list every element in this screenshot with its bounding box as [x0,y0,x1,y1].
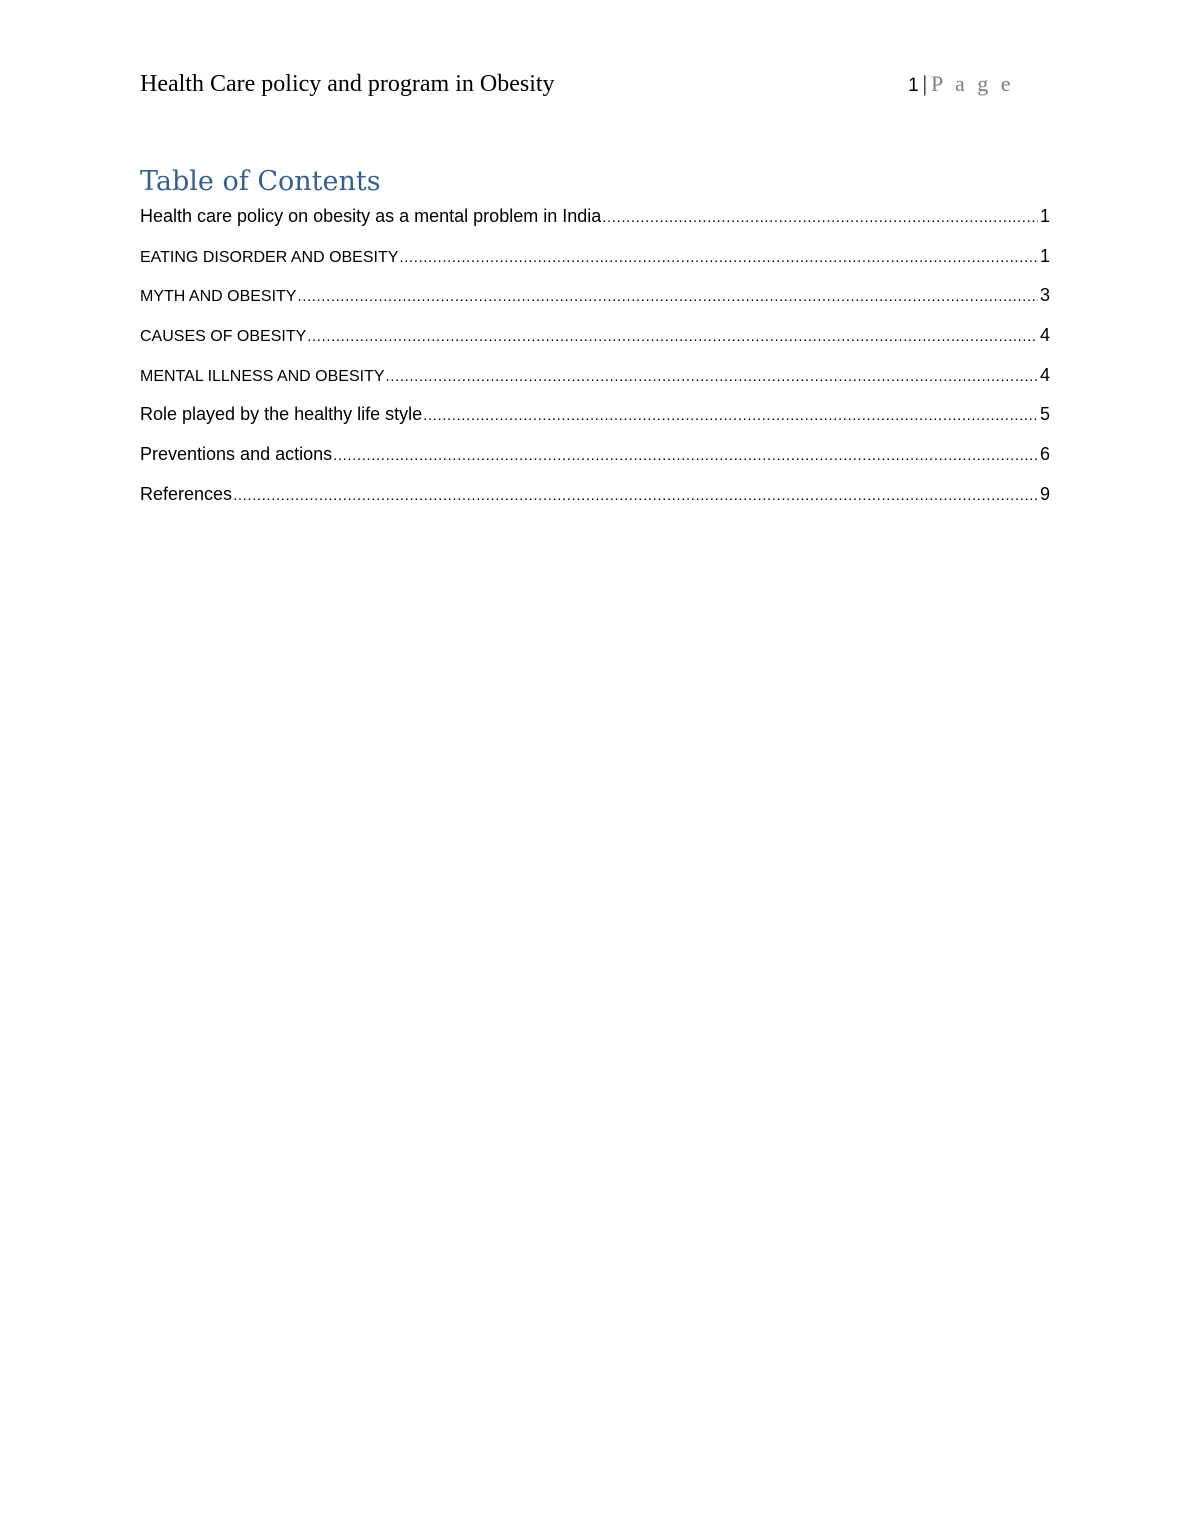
toc-entry-page[interactable]: 9 [1039,483,1050,504]
toc-entry[interactable] [140,321,1050,361]
page-word: P a g e [931,71,1014,96]
toc-entry[interactable] [140,242,1050,282]
toc-dot-leader [233,482,1038,510]
toc-heading: Table of Contents [140,166,381,197]
toc-entry-label[interactable]: MYTH AND OBESITY [140,288,297,306]
document-title: Health Care policy and program in Obesity [140,71,555,97]
toc-dot-leader [297,283,1038,311]
toc-entry-label[interactable]: EATING DISORDER AND OBESITY [140,248,399,266]
toc-entry[interactable] [140,440,1050,480]
toc-entry-page[interactable]: 4 [1039,364,1050,385]
toc-entry-label[interactable]: CAUSES OF OBESITY [140,328,307,346]
page-number: 1 [908,75,919,96]
toc-entry-page[interactable]: 5 [1039,404,1050,425]
toc-dot-leader [333,442,1038,470]
toc-dot-leader [602,204,1038,232]
toc-entry[interactable] [140,400,1050,440]
toc-dot-leader [423,402,1038,430]
toc-entry-label[interactable]: Health care policy on obesity as a mental problem in India [140,206,602,226]
toc-entry-label[interactable]: MENTAL ILLNESS AND OBESITY [140,367,385,385]
toc-entry-label[interactable]: Preventions and actions [140,444,333,465]
toc-entry-page[interactable]: 3 [1039,285,1050,306]
page-number-indicator [908,68,1014,102]
toc-dot-leader [307,323,1038,351]
toc-entry-page[interactable]: 1 [1039,245,1050,266]
toc-entry-page[interactable]: 4 [1039,325,1050,346]
toc-entry-label[interactable]: Role played by the healthy life style [140,404,423,425]
toc-dot-leader [386,363,1038,391]
toc-entry-page[interactable]: 1 [1039,206,1050,226]
table-of-contents [140,202,1050,520]
page-header [140,68,1014,100]
toc-entry[interactable] [140,281,1050,321]
toc-entry-label[interactable]: References [140,483,233,504]
toc-entry[interactable] [140,202,1050,242]
toc-entry[interactable] [140,480,1050,520]
page-separator: | [922,71,928,96]
toc-entry[interactable] [140,361,1050,401]
toc-dot-leader [399,244,1038,272]
toc-entry-page[interactable]: 6 [1039,444,1050,465]
